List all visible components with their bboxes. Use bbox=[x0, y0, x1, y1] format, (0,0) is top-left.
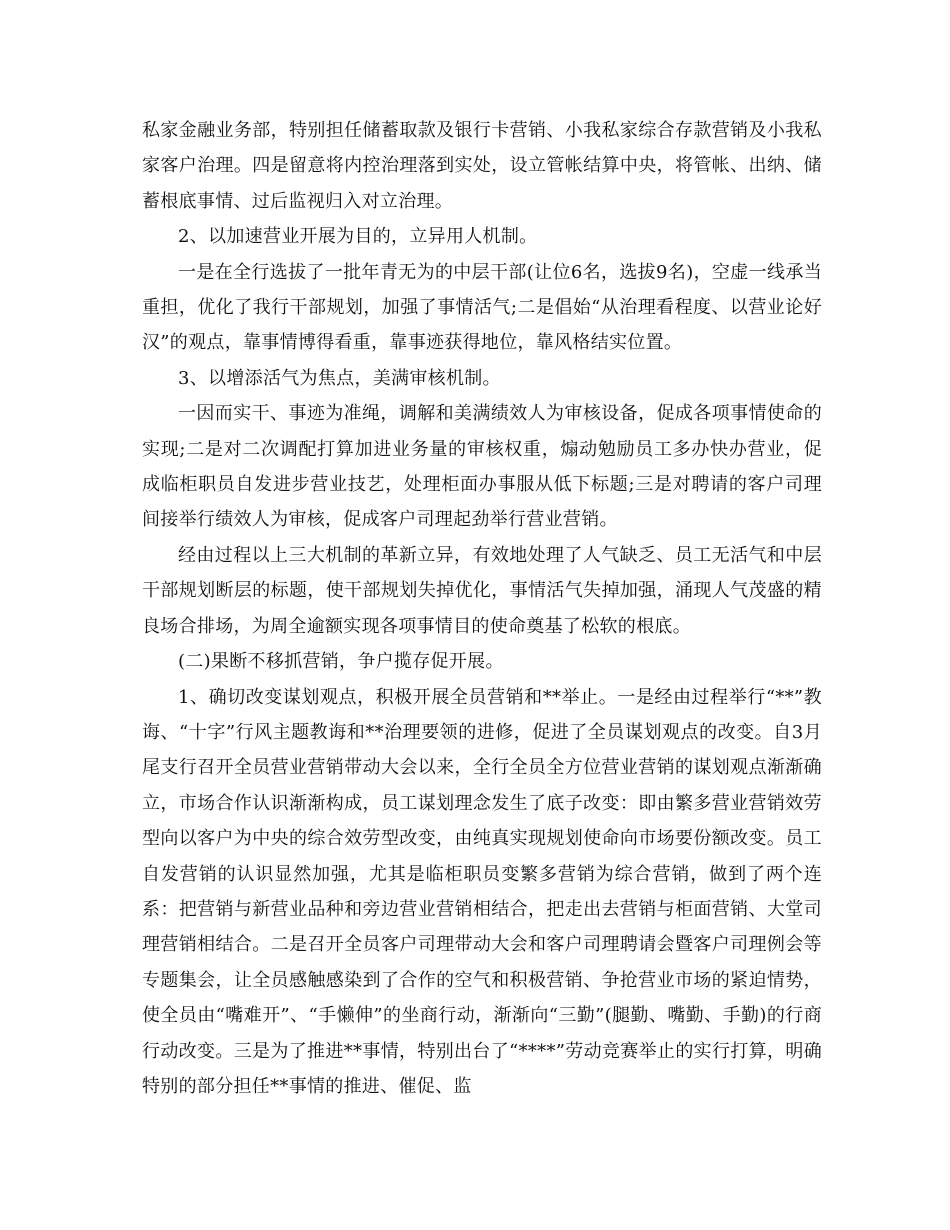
paragraph-8: 1、确切改变谋划观点，积极开展全员营销和**举止。一是经由过程举行“**”教诲、“十字”行风主题教诲和**治理要领的进修，促进了全员谋划观点的改变。自3月尾支行召开全员营业营销带动大会以来，全行全员全方位营业营销的谋划观点渐渐确立，市场合作认识渐渐构成，员工谋划理念发生了底子改变：即由繁多营业营销效劳型向以客户为中央的综合效劳型改变，由纯真实现规划使命向市场要份额改变。员工自发营销的认识显然加强，尤其是临柜职员变繁多营销为综合营销，做到了两个连系：把营销与新营业品种和旁边营业营销相结合，把走出去营销与柜面营销、大堂司理营销相结合。二是召开全员客户司理带动大会和客户司理聘请会暨客户司理例会等专题集会，让全员感触感染到了合作的空气和积极营销、争抢营业市场的紧迫情势，使全员由“嘴难开”、“手懒伸”的坐商行动，渐渐向“三勤”(腿勤、嘴勤、手勤)的行商行动改变。三是为了推进**事情，特别出台了“****”劳动竞赛举止的实行打算，明确特别的部分担任**事情的推进、催促、监 bbox=[142, 686, 822, 1097]
document-body bbox=[142, 113, 822, 1104]
paragraph-3: 一是在全行选拔了一批年青无为的中层干部(让位6名，选拔9名)，空虚一线承当重担，优化了我行干部规划，加强了事情活气;二是倡始“从治理看程度、以营业论好汉”的观点，靠事情博得看重，靠事迹获得地位，靠风格结实位置。 bbox=[142, 261, 822, 354]
paragraph-6: 经由过程以上三大机制的革新立异，有效地处理了人气缺乏、员工无活气和中层干部规划断层的标题，使干部规划失掉优化，事情活气失掉加强，涌现人气茂盛的精良场合排场，为周全逾额实现各项事情目的使命奠基了松软的根底。 bbox=[142, 544, 822, 637]
paragraph-5: 一因而实干、事迹为准绳，调解和美满绩效人为审核设备，促成各项事情使命的实现;二是对二次调配打算加进业务量的审核权重，煽动勉励员工多办快办营业，促成临柜职员自发进步营业技艺，处理柜面办事服从低下标题;三是对聘请的客户司理间接举行绩效人为审核，促成客户司理起劲举行营业营销。 bbox=[142, 403, 822, 531]
section-heading-3: 3、以增添活气为焦点，美满审核机制。 bbox=[178, 367, 501, 389]
paragraph-1: 私家金融业务部，特别担任储蓄取款及银行卡营销、小我私家综合存款营销及小我私家客户治理。四是留意将内控治理落到实处，设立管帐结算中央，将管帐、出纳、储蓄根底事情、过后监视归入对立治理。 bbox=[142, 120, 822, 212]
section-heading-2-2: (二)果断不移抓营销，争户揽存促开展。 bbox=[178, 651, 504, 673]
section-heading-2: 2、以加速营业开展为目的，立异用人机制。 bbox=[178, 226, 538, 248]
